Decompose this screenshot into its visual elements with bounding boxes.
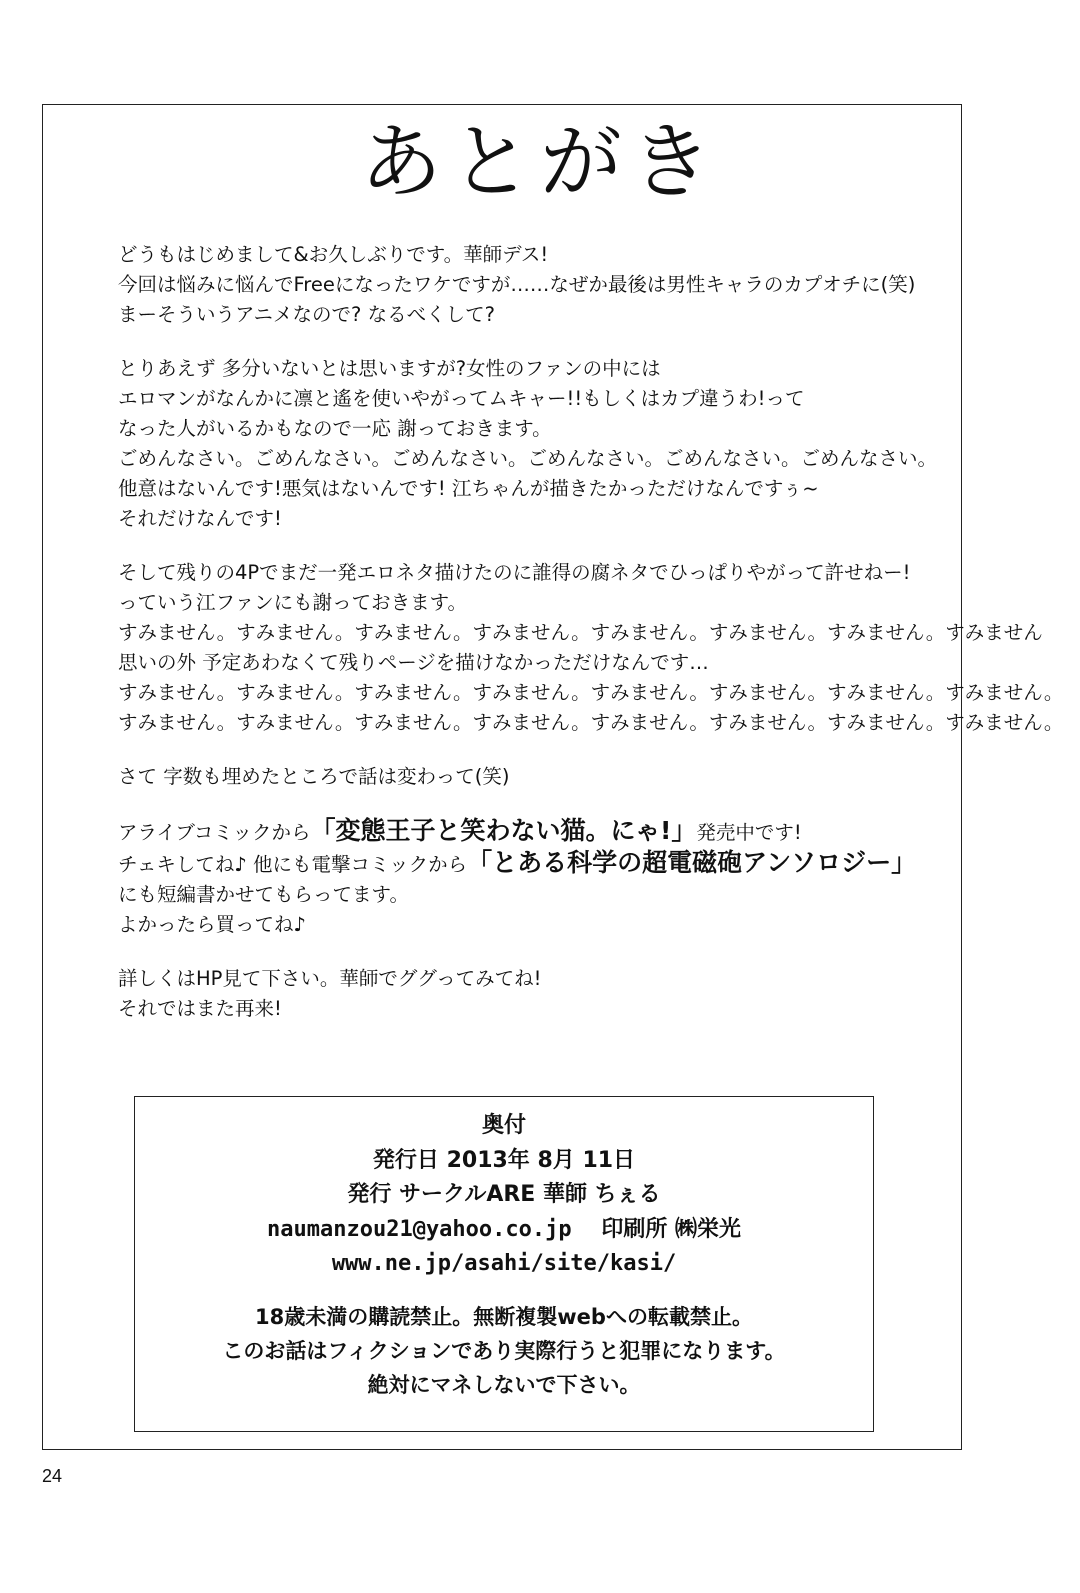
colophon-publisher: 発行 サークルARE 華師 ちぇる: [347, 1182, 661, 1207]
colophon-warning-2: このお話はフィクションであり実際行うと犯罪になります。: [222, 1338, 786, 1363]
colophon-warning-3: 絶対にマネしないで下さい。: [367, 1372, 641, 1397]
text-line: そして残りの4Pでまだ一発エロネタ描けたのに誰得の腐ネタでひっぱりやがって許せねー!: [118, 561, 911, 584]
text-line: よかったら買ってね♪: [118, 913, 306, 936]
colophon-date: 発行日 2013年 8月 11日: [372, 1147, 636, 1173]
text-line: それではまた再来!: [118, 997, 282, 1020]
text-line: 詳しくはHP見て下さい。華師でググってみてね!: [118, 967, 542, 990]
text-line: 他意はないんです!悪気はないんです! 江ちゃんが描きたかっただけなんですぅ~: [118, 477, 819, 500]
promo-prefix: アライブコミックから: [118, 821, 311, 844]
colophon-printer: 印刷所 ㈱栄光: [601, 1216, 741, 1242]
text-line: 思いの外 予定あわなくて残りページを描けなかっただけなんです…: [118, 651, 709, 674]
text-line: エロマンがなんかに凛と遙を使いやがってムキャー!!もしくはカプ違うわ!って: [118, 387, 805, 410]
colophon-box: [134, 1096, 874, 1432]
colophon-url: www.ne.jp/asahi/site/kasi/: [331, 1251, 677, 1276]
paragraph-sorry: [118, 558, 1064, 738]
page-number: 24: [42, 1466, 63, 1486]
text-line: 今回は悩みに悩んでFreeになったワケですが……なぜか最後は男性キャラのカプオチに(笑): [118, 273, 916, 296]
promo-prefix-2: チェキしてね♪ 他にも電撃コミックから: [118, 853, 468, 876]
text-line: なった人がいるかもなので一応 謝っておきます。: [118, 417, 552, 440]
text-line: さて 字数も埋めたところで話は変わって(笑): [118, 765, 510, 788]
paragraph-promo: [118, 816, 948, 940]
text-line: とりあえず 多分いないとは思いますが?女性のファンの中には: [118, 357, 661, 380]
colophon-heading: 奥付: [481, 1113, 526, 1138]
text-line: っていう江ファンにも謝っておきます。: [118, 591, 468, 614]
promo-line-1: [118, 816, 948, 848]
colophon-warning-1: 18歳未満の購読禁止。無断複製webへの転載禁止。: [255, 1304, 753, 1329]
text-line: まーそういうアニメなので? なるべくして?: [118, 303, 495, 326]
paragraph-closing: [118, 964, 948, 1024]
promo-suffix: 発売中です!: [696, 821, 802, 844]
paragraph-transition: [118, 762, 948, 792]
promo-title-2: 「とある科学の超電磁砲アンソロジー」: [467, 848, 917, 877]
text-line: すみません。すみません。すみません。すみません。すみません。すみません。すみません。すみません: [118, 621, 1043, 644]
text-line: ごめんなさい。ごめんなさい。ごめんなさい。ごめんなさい。ごめんなさい。ごめんなさい。: [118, 447, 938, 470]
page-title: あとがき: [359, 115, 720, 210]
text-line: それだけなんです!: [118, 507, 282, 530]
paragraph-apology: [118, 354, 948, 534]
paragraph-greeting: [118, 240, 948, 330]
colophon-email: naumanzou21@yahoo.co.jp: [267, 1216, 572, 1242]
text-line: にも短編書かせてもらってます。: [118, 883, 409, 906]
promo-line-2: [118, 848, 948, 880]
text-line: すみません。すみません。すみません。すみません。すみません。すみません。すみません。すみません。: [118, 681, 1064, 704]
afterword-body: [118, 240, 1064, 1048]
text-line: どうもはじめまして&お久しぶりです。華師デス!: [118, 243, 549, 266]
colophon-contact-row: [135, 1213, 873, 1248]
promo-title-1: 「変態王子と笑わない猫。にゃ!」: [310, 816, 697, 845]
text-line: すみません。すみません。すみません。すみません。すみません。すみません。すみません。すみません。: [118, 711, 1064, 734]
